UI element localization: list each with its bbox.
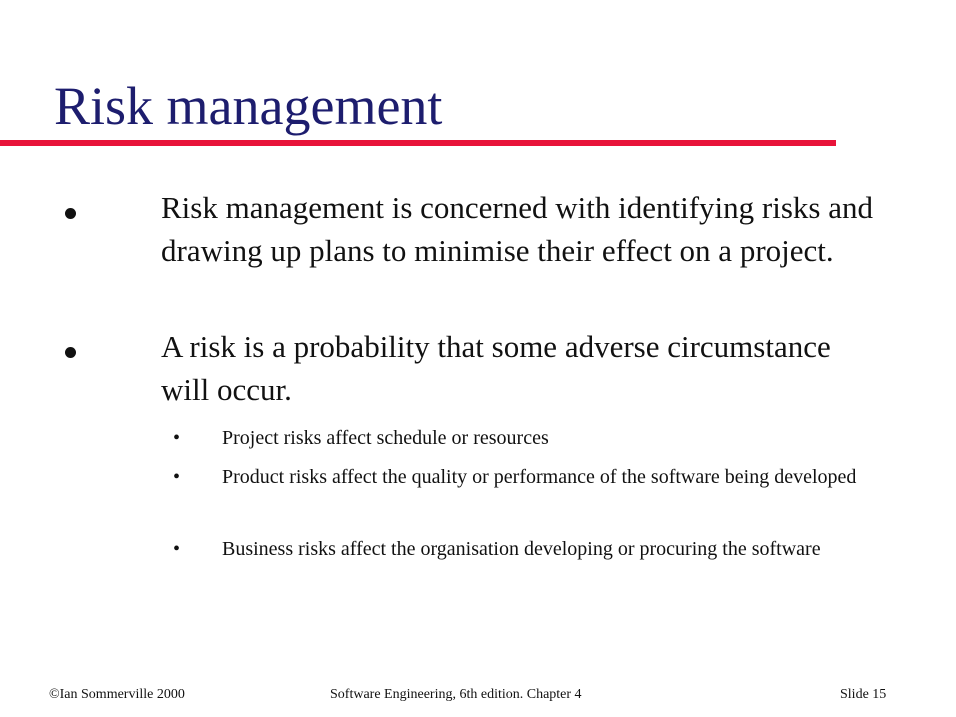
sub-bullet-marker: • [173,466,181,488]
bullet-text-risk-definition: A risk is a probability that some adverse circumstance will occur. [161,329,831,407]
sub-bullet-product-risks: Product risks affect the quality or performance of the software being developed [222,466,857,488]
footer-slide-number: Slide 15 [840,687,887,702]
sub-bullet-business-risks: Business risks affect the organisation developing or procuring the software [222,538,821,560]
title-underline [0,140,836,146]
sub-bullet-marker: • [173,538,181,560]
slide-title: Risk management [54,76,443,136]
round-bullet-icon [65,347,76,358]
bullet-text-risk-management: Risk management is concerned with identifying risks and drawing up plans to minimise their effect on a project. [161,190,873,268]
footer-copyright: ©Ian Sommerville 2000 [49,687,185,702]
round-bullet-icon [65,208,76,219]
sub-bullet-marker: • [173,427,181,449]
footer-book-title: Software Engineering, 6th edition. Chapter 4 [330,687,582,702]
sub-bullet-project-risks: Project risks affect schedule or resources [222,427,549,449]
